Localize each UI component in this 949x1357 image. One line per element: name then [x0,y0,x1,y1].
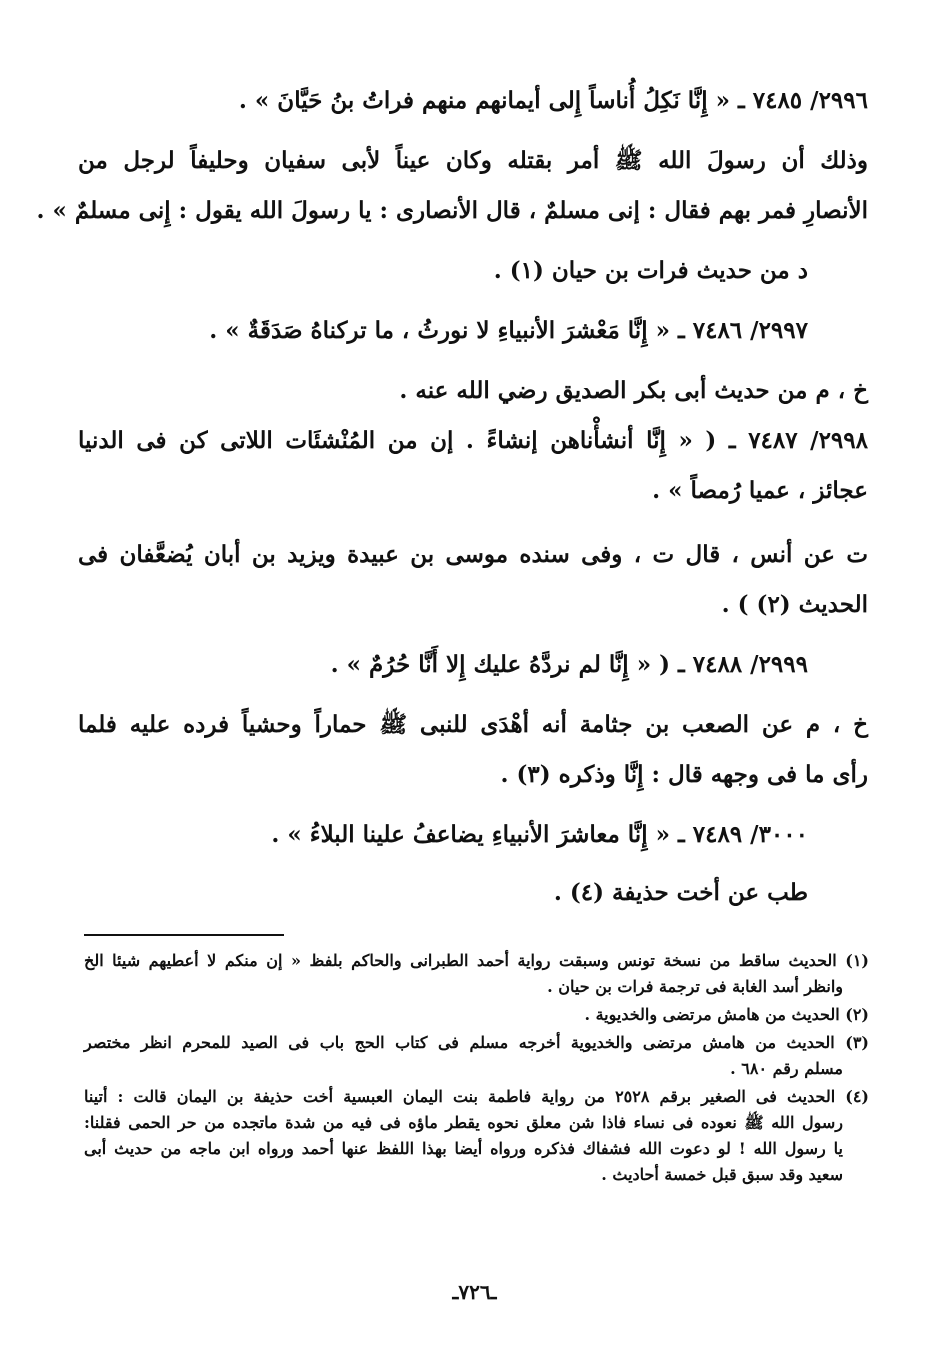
hadith-2999-source-line-1: خ ، م عن الصعب بن جثامة أنه أهْدَى للنبى ﷺ حماراً وحشياً فرده عليه فلما [78,711,868,738]
hadith-2997-line: ٢٩٩٧/ ٧٤٨٦ ـ « إِنَّا مَعْشرَ الأنبياءِ لا نورثُ ، ما تركناهُ صَدَقَةٌ » . [209,317,808,344]
page-number: ـ٧٢٦ـ [452,1280,497,1304]
footnote-3-line-1: (٣) الحديث من هامش مرتضى والخديوية أخرجه مسلم فى كتاب الحج باب فى الصيد للمحرم انظر مختصر [84,1033,869,1052]
hadith-2996-commentary-line-1: وذلك أن رسولَ الله ﷺ أمر بقتله وكان عيناً لأبى سفيان وحليفاً لرجل من [78,147,868,174]
hadith-2998-source-line-2: الحديث (٢) ) . [721,591,868,618]
hadith-2998-line-1: ٢٩٩٨/ ٧٤٨٧ ـ ( « إِنَّا أنشأْناهن إنشاءً . إن من المُنْشئَات اللاتى كن فى الدنيا [78,427,868,454]
footnote-4-line-2: رسول الله ﷺ نعوده فى نساء فاذا شن معلق نحوه يقطر ماؤه فى فيه من شدة ماتجده من حر الحمى فقلنا: [84,1113,844,1132]
hadith-2999-line: ٢٩٩٩/ ٧٤٨٨ ـ ( « إِنَّا لم نردَّهُ عليك إِلا أَنَّا حُرُمٌ » . [330,651,808,678]
footnote-4-line-4: سعيد وقد سبق قبل خمسة أحاديث . [601,1165,843,1184]
footnote-1-line-1: (١) الحديث ساقط من نسخة تونس وسبقت رواية أحمد الطبرانى والحاكم بلفظ « إن منكم لا أعطيهم شيئا الخ [84,951,869,970]
hadith-3000-source: طب عن أخت حذيفة (٤) . [553,879,808,906]
footnote-4-line-1: (٤) الحديث فى الصغير برقم ٢٥٢٨ من رواية فاطمة بنت اليمان العبسية أخت حذيفة بن اليمان قالت : أتينا [84,1087,869,1106]
hadith-2999-source-line-2: رأى ما فى وجهه قال : إِنَّا وذكره (٣) . [500,761,868,788]
hadith-3000-line: ٣٠٠٠/ ٧٤٨٩ ـ « إِنَّا معاشرَ الأنبياءِ يضاعفُ علينا البلاءُ » . [271,821,808,848]
hadith-2996-commentary-line-2: الأنصارِ فمر بهم فقال : إنى مسلمٌ ، قال الأنصارى : يا رسولَ الله يقول : إِنى مسلمٌ » . [36,197,868,224]
hadith-2998-line-2: عجائز ، عميا رُمصاً » . [652,477,868,504]
footnote-3-line-2: مسلم رقم ٦٨٠ . [730,1059,843,1078]
footnote-divider [84,934,284,936]
hadith-2996-source: د من حديث فرات بن حيان (١) . [493,257,808,284]
hadith-2998-source-line-1: ت عن أنس ، قال ت ، وفى سنده موسى بن عبيدة ويزيد بن أبان يُضعَّفان فى [78,541,868,568]
hadith-2996-line: ٢٩٩٦/ ٧٤٨٥ ـ « إِنَّا نَكِلُ أُناساً إِلى أيمانهم منهم فراتُ بنُ حَيَّانَ » . [238,87,868,114]
footnote-4-line-3: يا رسول الله ! لو دعوت الله فشفاك فذكره ورواه أيضا بهذا اللفظ عنها أحمد ورواه ابن ماجه من حديث أبى [84,1139,843,1158]
footnote-2: (٢) الحديث من هامش مرتضى والخديوية . [584,1005,869,1024]
footnote-1-line-2: وانظر أسد الغابة فى ترجمة فرات بن حيان . [547,977,843,996]
hadith-2997-source: خ ، م من حديث أبى بكر الصديق رضي الله عنه . [399,377,868,404]
